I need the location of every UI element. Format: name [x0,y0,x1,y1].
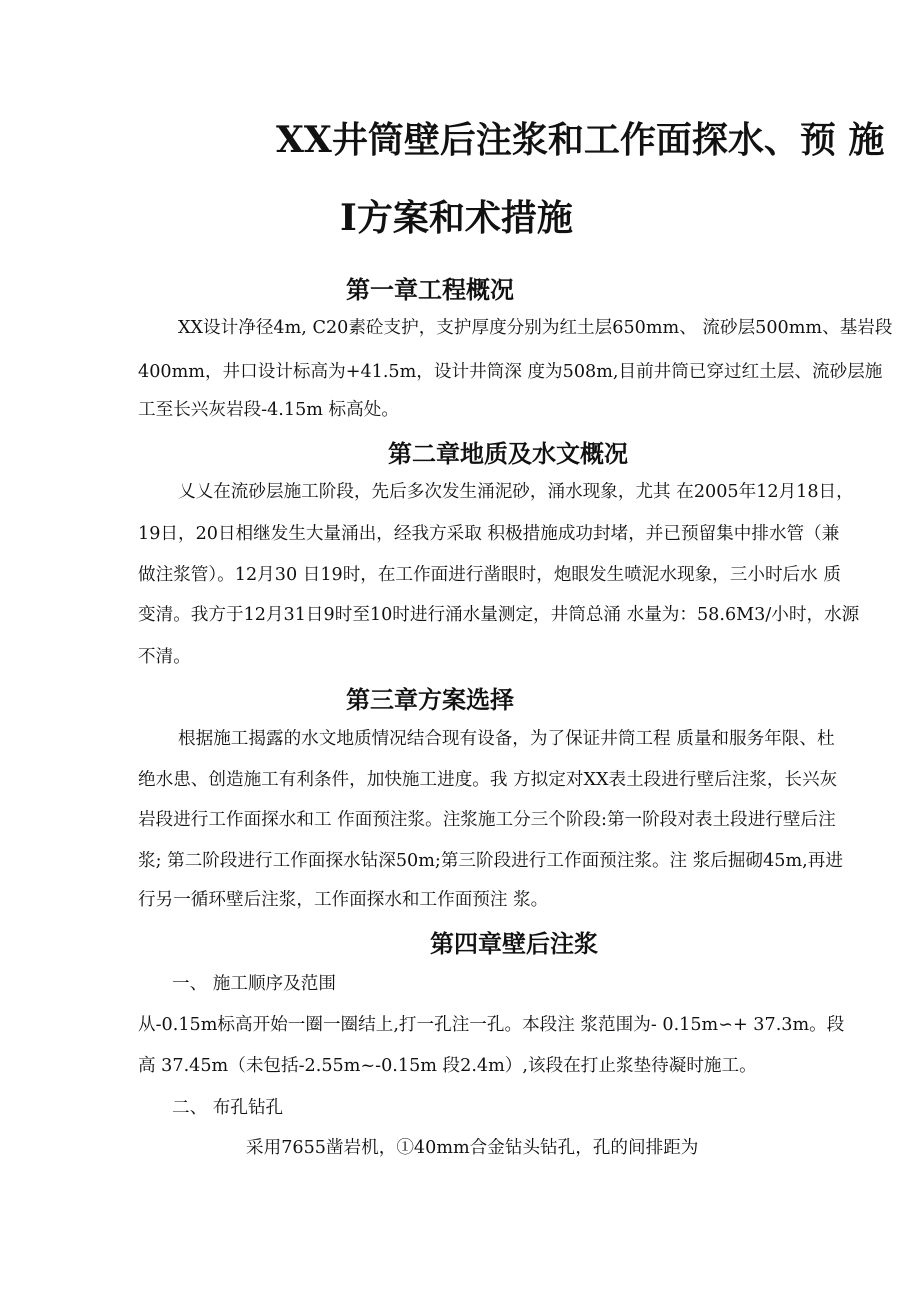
section-1-title: 一、 施工顺序及范围 [172,974,336,994]
chapter-1-heading: 第一章工程概况 [346,276,514,304]
chapter-3-heading: 第三章方案选择 [346,686,514,714]
paragraph-line: XX设计净径4m, C20素砼支护，支护厚度分别为红土层650mm、 流砂层500mm、基岩段 [178,318,893,338]
paragraph-line: 变清。我方于12月31日9时至10时进行涌水量测定，井筒总涌 水量为：58.6M3/小时，水源 [138,605,860,625]
paragraph-line: 根据施工揭露的水文地质情况结合现有设备，为了保证井筒工程 质量和服务年限、杜 [178,729,835,749]
paragraph-line: 浆; 第二阶段进行工作面探水钻深50m;第三阶段进行工作面预注浆。注 浆后掘砌45m,再进 [138,851,843,871]
paragraph-line: 采用7655凿岩机，①40mm合金钻头钻孔，孔的间排距为 [246,1138,699,1158]
paragraph-line: 不清。 [138,647,191,667]
paragraph-line: 行另一循环壁后注浆，工作面探水和工作面预注 浆。 [138,890,549,910]
paragraph-line: 做注浆管）。12月30 日19时，在工作面进行凿眼时，炮眼发生喷泥水现象，三小时后水 质 [138,565,841,585]
document-title-line-1: XX井筒壁后注浆和工作面探水、预 施 [276,119,885,161]
paragraph-line: 绝水患、创造施工有利条件，加快施工进度。我 方拟定对XX表土段进行壁后注浆，长兴灰 [138,770,838,790]
section-2-title: 二、 布孔钻孔 [172,1098,284,1118]
paragraph-line: 400mm，井口设计标高为+41.5m，设计井筒深 度为508m,目前井筒已穿过红土层、流砂层施 [138,362,883,382]
paragraph-line: 从-0.15m标高开始一圈一圈结上,打一孔注一孔。本段注 浆范围为- 0.15m∽+ 37.3m。段 [138,1015,845,1035]
paragraph-line: 岩段进行工作面探水和工 作面预注浆。注浆施工分三个阶段:第一阶段对表土段进行壁后注 [138,810,836,830]
paragraph-line: 乂乂在流砂层施工阶段，先后多次发生涌泥砂，涌水现象，尤其 在2005年12月18日， [178,482,854,502]
chapter-4-heading: 第四章壁后注浆 [430,930,598,958]
paragraph-line: 工至长兴灰岩段-4.15m 标高处。 [138,400,399,420]
paragraph-line: 19日，20日相继发生大量涌出，经我方采取 积极措施成功封堵，并已预留集中排水管（兼 [138,524,840,544]
document-title-line-2: I方案和术措施 [340,197,573,239]
chapter-2-heading: 第二章地质及水文概况 [388,440,628,468]
paragraph-line: 高 37.45m（未包括-2.55m~-0.15m 段2.4m）,该段在打止浆垫待凝时施工。 [138,1056,757,1076]
